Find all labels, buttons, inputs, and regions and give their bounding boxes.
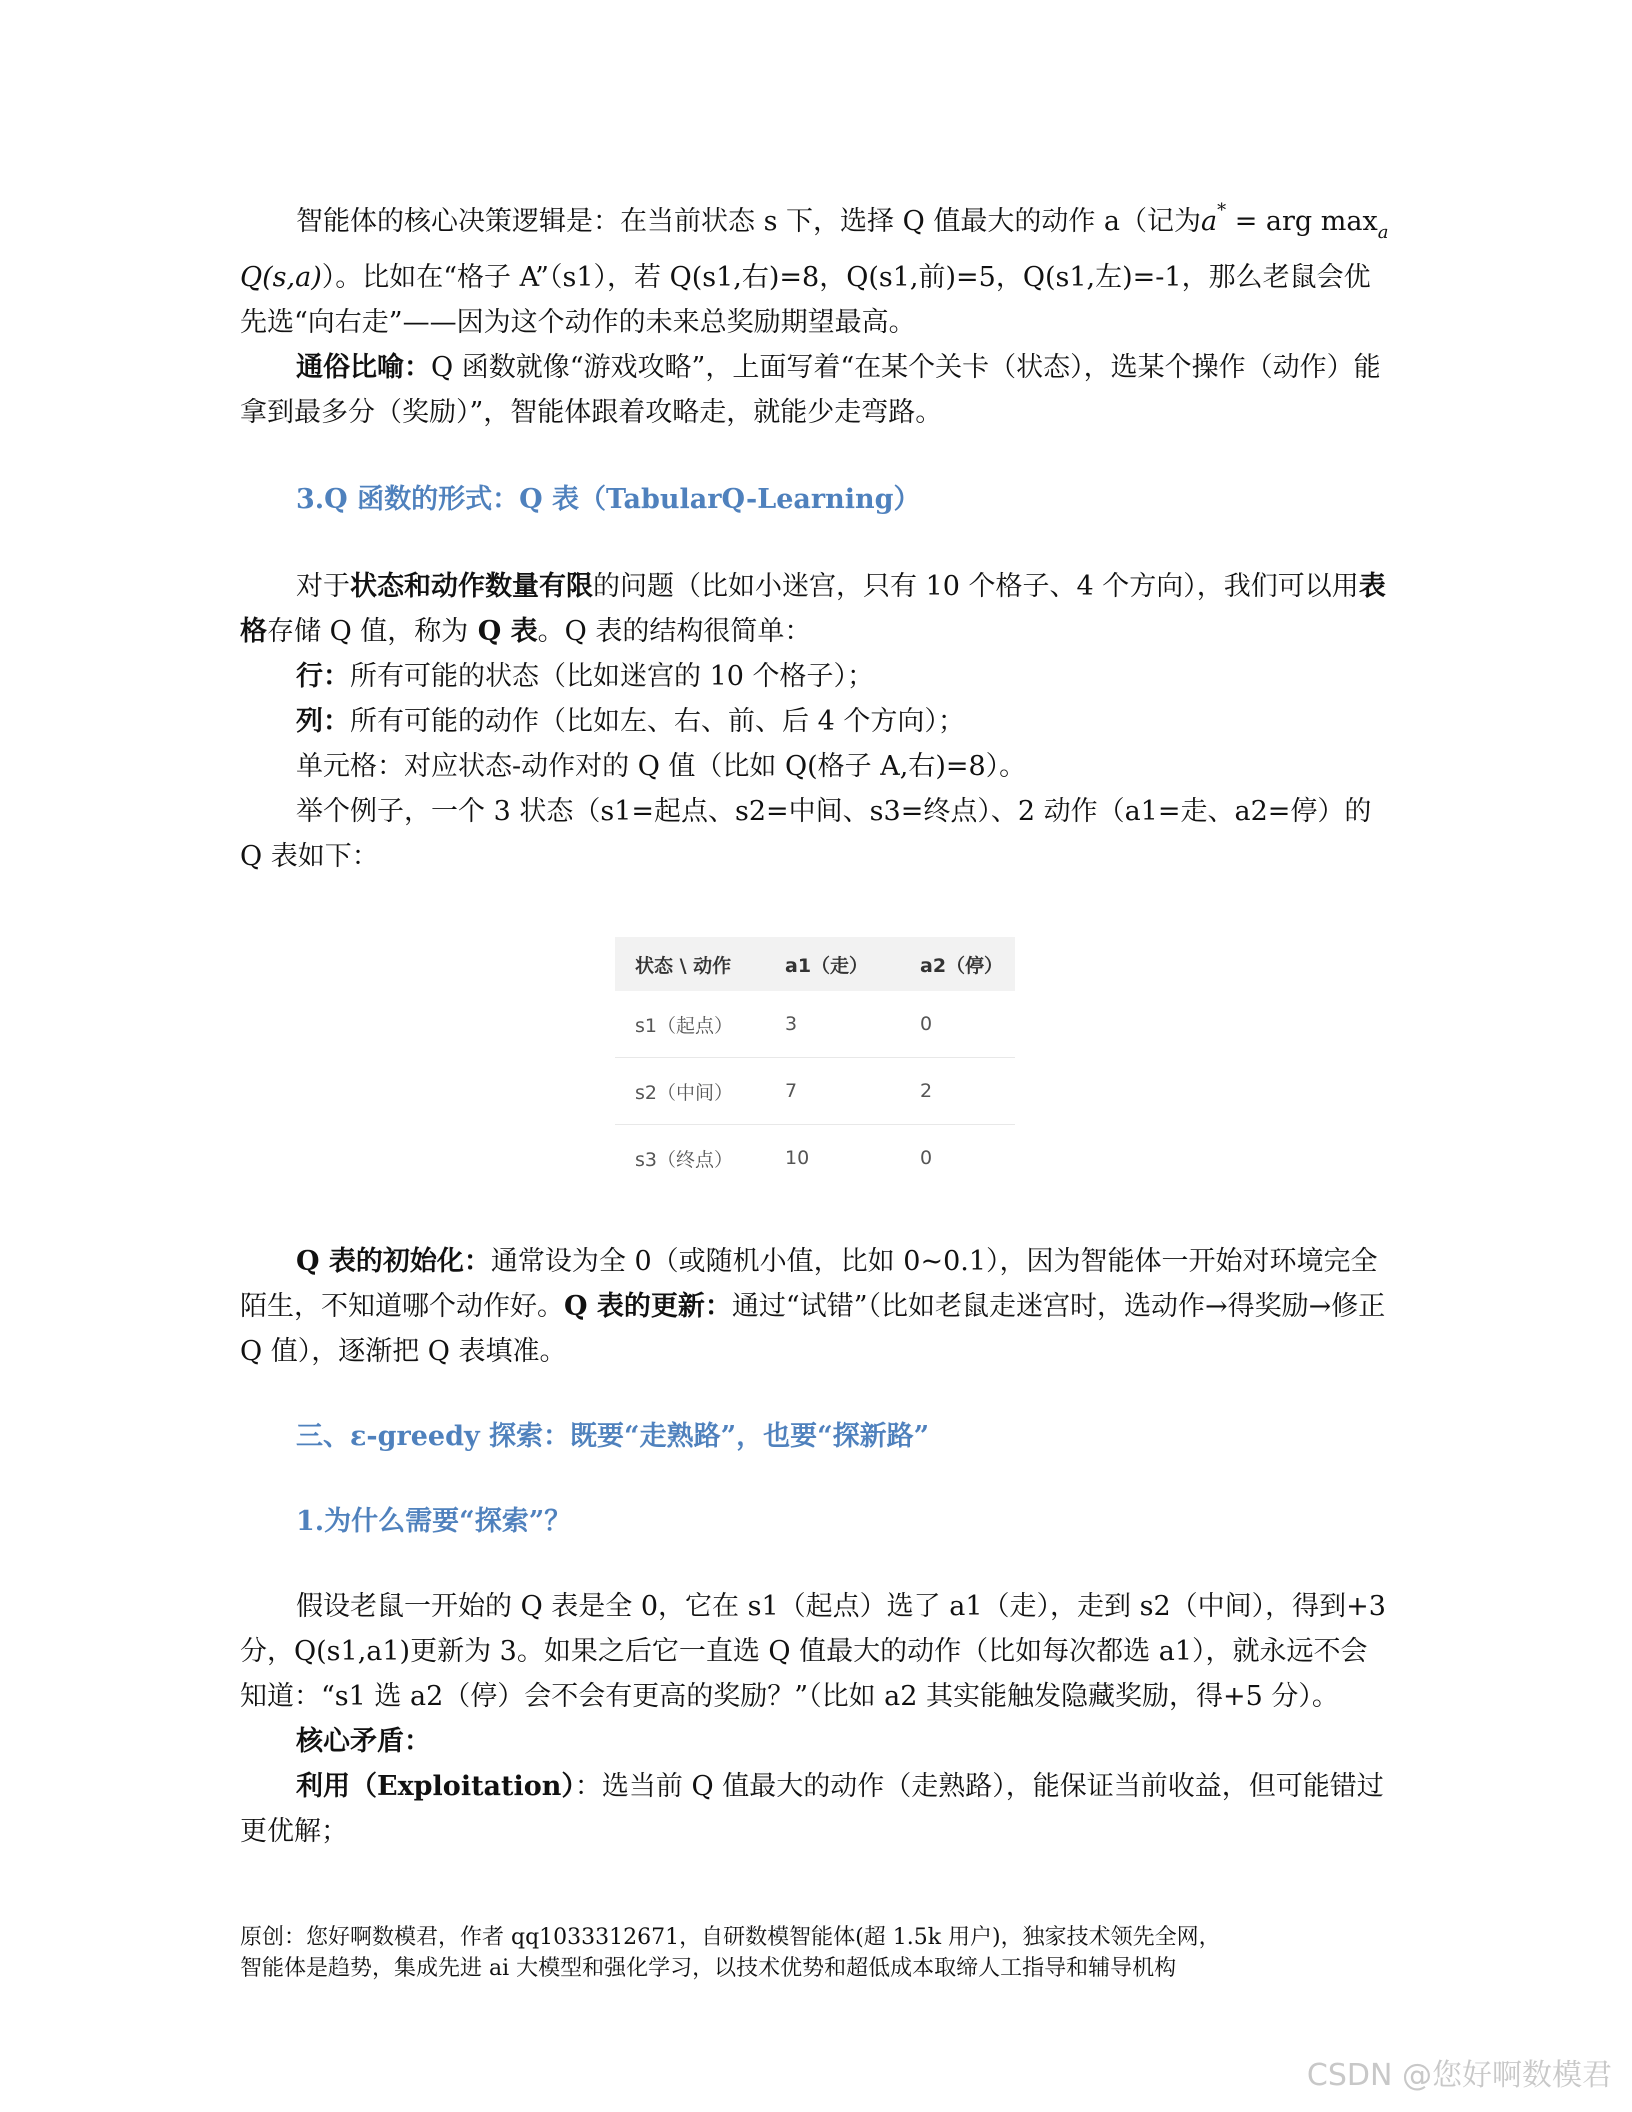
table-cell: s3（终点） — [635, 1148, 733, 1171]
table-header-cell: 状态 \ 动作 — [615, 937, 765, 991]
table-header-cell: a1（走） — [765, 937, 900, 991]
table-row — [615, 991, 1015, 1058]
table-cell: 0 — [900, 991, 1015, 1058]
paragraph-example: 举个例子，一个 3 状态（s1=起点、s2=中间、s3=终点）、2 动作（a1=走、a2=停）的 Q 表如下： — [240, 796, 1372, 872]
paragraph-analogy: 通俗比喻：Q 函数就像“游戏攻略”，上面写着“在某个关卡（状态），选某个操作（动作）能拿到最多分（奖励）”，智能体跟着攻略走，就能少走弯路。 — [240, 352, 1381, 428]
table-header-cell: a2（停） — [900, 937, 1015, 991]
table-cell: 10 — [785, 1147, 810, 1169]
table-row — [615, 1058, 1015, 1125]
csdn-watermark: CSDN @您好啊数模君 — [1306, 2058, 1612, 2093]
table-cell: 3 — [765, 991, 900, 1058]
table-row — [615, 1125, 1015, 1192]
heading-why-explore: 1.为什么需要“探索”？ — [296, 1506, 572, 1537]
table-cell: 0 — [920, 1147, 933, 1169]
argmax-formula: a* = arg $\max_a Q(s,a)$ — [240, 200, 1389, 293]
paragraph-mouse-example: 假设老鼠一开始的 Q 表是全 0，它在 s1（起点）选了 a1（走），走到 s2（中间），得到+3 分，Q(s1,a1)更新为 3。如果之后它一直选 Q 值最大的动作（比如每次都选 a1），就永远不会知道：“s1 选 a2（停）会不会有更高的奖励？”（比如 a2 其实能触发隐藏奖励，得+5 分）。 — [240, 1591, 1386, 1712]
paragraph-q-table-intro: 对于状态和动作数量有限的问题（比如小迷宫，只有 10 个格子、4 个方向），我们可以用表格存储 Q 值，称为 Q 表。Q 表的结构很简单： — [240, 571, 1386, 647]
list-item-cells: 单元格：对应状态-动作对的 Q 值（比如 Q(格子 A,右)=8）。 — [296, 751, 1027, 782]
document-body — [240, 188, 1390, 1854]
page-footer — [240, 1922, 1390, 1984]
heading-q-table: 3.Q 函数的形式：Q 表（TabularQ-Learning） — [296, 484, 921, 515]
footer-line: 智能体是趋势，集成先进 ai 大模型和强化学习，以技术优势和超低成本取缔人工指导和辅导机构 — [240, 1956, 1177, 1981]
table-header-row — [615, 937, 1015, 991]
heading-epsilon-greedy: 三、ε-greedy 探索：既要“走熟路”，也要“探新路” — [296, 1421, 930, 1452]
q-table — [615, 937, 1015, 1191]
list-item-rows: 行：所有可能的状态（比如迷宫的 10 个格子）； — [296, 661, 875, 692]
table-cell: 7 — [765, 1058, 900, 1125]
list-item-columns: 列：所有可能的动作（比如左、右、前、后 4 个方向）； — [296, 706, 965, 737]
paragraph-core-conflict: 核心矛盾： — [296, 1726, 431, 1757]
table-cell: s1（起点） — [615, 991, 765, 1058]
paragraph-q-table-init: Q 表的初始化：通常设为全 0（或随机小值，比如 0~0.1），因为智能体一开始对环境完全陌生，不知道哪个动作好。Q 表的更新：通过“试错”（比如老鼠走迷宫时，选动作→得奖励→修正 Q 值），逐渐把 Q 表填准。 — [240, 1246, 1386, 1367]
table-cell: 2 — [900, 1058, 1015, 1125]
paragraph-decision-logic: 智能体的核心决策逻辑是：在当前状态 s 下，选择 Q 值最大的动作 a（记为a* = arg $\max_a Q(s,a)$）。比如在“格子 A”（s1），若 Q(s1,右)=8，Q(s1,前)=5，Q(s1,左)=-1，那么老鼠会优先选“向右走”——因为这个动作的未来总奖励期望最高。 — [240, 200, 1389, 338]
table-cell: s2（中间） — [615, 1058, 765, 1125]
paragraph-exploitation: 利用（Exploitation）：选当前 Q 值最大的动作（走熟路），能保证当前收益，但可能错过更优解； — [240, 1771, 1384, 1847]
footer-line: 原创：您好啊数模君，作者 qq1033312671，自研数模智能体(超 1.5k 用户)，独家技术领先全网， — [240, 1925, 1221, 1950]
